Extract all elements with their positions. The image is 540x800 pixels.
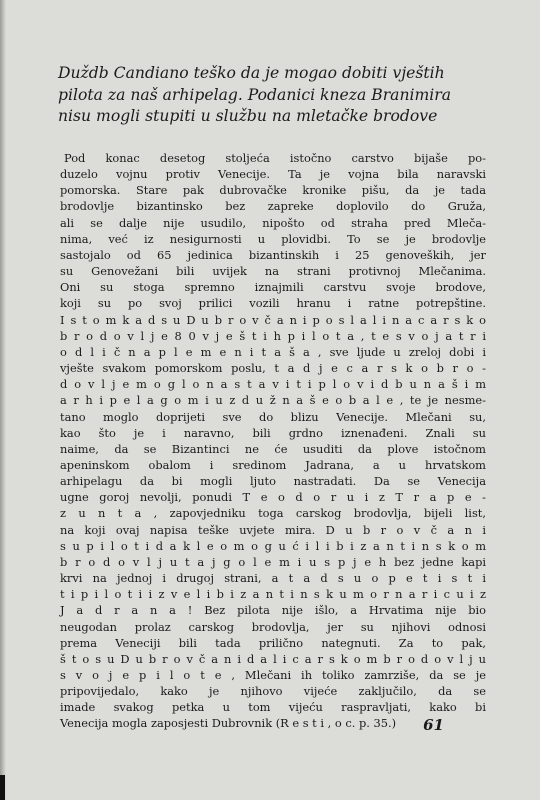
text-line: kao što je i naravno, bili grdno iznenađeni. Znali su [60, 425, 486, 440]
text-line: ugne goroj nevolji, ponudi T e o d o r u i z T r a p e - [60, 490, 486, 505]
text-line: J a d r a n a ! Bez pilota nije išlo, a Hrvatima nije bio [60, 603, 486, 618]
text-line: b r o d o v l j u t a j g o l e m i u s p j e h bez jedne kapi [60, 554, 486, 569]
heading-line: nisu mogli stupiti u službu na mletačke brodove [58, 107, 438, 125]
section-heading [58, 63, 486, 128]
text-line: naime, da se Bizantinci ne će usuditi da plove istočnom [60, 441, 486, 456]
text-line: prema Veneciji bili tada prilično nategnuti. Za to pak, [60, 635, 486, 650]
text-line: duzelo vojnu protiv Venecije. Ta je vojna bila naravski [60, 167, 486, 182]
text-line: b r o d o v l j e 8 0 v j e š t i h p i l o t a , t e s v o j a t r i [60, 328, 486, 343]
text-line: z u n t a , zapovjedniku toga carskog brodovlja, bijeli list, [60, 506, 486, 521]
text-line: krvi na jednoj i drugoj strani, a t a d s u o p e t i s t i [60, 571, 486, 586]
heading-line: Duždb Candiano teško da je mogao dobiti vještih [58, 64, 445, 82]
text-line: imade svakog petka u tom vijeću raspravljati, kako bi [60, 700, 486, 715]
text-line: ali se dalje nije usudilo, nipošto od straha pred Mleča- [60, 215, 486, 230]
text-line: su Genovežani bili uvijek na strani protivnoj Mlečanima. [60, 264, 486, 279]
page-gutter-shadow [0, 0, 6, 800]
text-line: vješte svakom pomorskom poslu, t a d j e c a r s k o b r o - [60, 361, 486, 376]
text-line: arhipelagu da bi mogli ljuto nastradati. Da se Venecija [60, 474, 486, 489]
text-line: pomorska. Stare pak dubrovačke kronike pišu, da je tada [60, 183, 486, 198]
text-line: t i p i l o t i i z v e l i b i z a n t i n s k u m o r n a r i c u i z [60, 587, 486, 602]
text-line: Pod konac desetog stoljeća istočno carstvo bijaše po- [64, 151, 486, 165]
text-line: nima, već iz nesigurnosti u plovidbi. To se je brodovlje [60, 231, 486, 246]
text-line: neugodan prolaz carskog brodovlja, jer su njihovi odnosi [60, 619, 486, 634]
text-line: apeninskom obalom i sredinom Jadrana, a u hrvatskom [60, 457, 486, 472]
text-line: s v o j e p i l o t e , Mlečani ih toliko zamrziše, da se je [60, 668, 486, 682]
text-line: tano moglo doprijeti sve do blizu Venecije. Mlečani su, [60, 409, 486, 424]
text-line: pripovijedalo, kako je njihovo vijeće zaključilo, da se [60, 684, 486, 699]
text-line: sastojalo od 65 jedinica bizantinskih i 25 genoveških, jer [60, 247, 486, 262]
text-line: š t o s u D u b r o v č a n i d a l i c a r s k o m b r o d o v l j u [60, 651, 486, 666]
scan-edge-mark [0, 775, 5, 800]
text-line: Oni su stoga spremno iznajmili carstvu svoje brodove, [60, 280, 486, 295]
page-number: 61 [423, 716, 444, 734]
text-line: a r h i p e l a g o m i u z d u ž n a š e o b a l e , te je nesme- [60, 393, 486, 408]
text-line: brodovlje bizantinsko bez zapreke doplovilo do Gruža, [60, 199, 486, 214]
text-line: d o v l j e m o g l o n a s t a v i t i p l o v i d b u n a š i m [60, 377, 486, 392]
text-line: na koji ovaj napisa teške uvjete mira. D u b r o v č a n i [60, 522, 486, 537]
text-line: s u p i l o t i d a k l e o m o g u ć i l i b i z a n t i n s k o m [60, 538, 486, 553]
text-line: I s t o m k a d s u D u b r o v č a n i p o s l a l i n a c a r s k o [60, 312, 486, 327]
text-line: o d l i č n a p l e m e n i t a š a , sve ljude u zreloj dobi i [60, 344, 486, 359]
text-line: Venecija mogla zaposjesti Dubrovnik (R e s t i , o c. p. 35.) [60, 716, 397, 731]
heading-line: pilota za naš arhipelag. Podanici kneza Branimira [58, 85, 451, 104]
text-line: koji su po svoj prilici vozili hranu i ratne potrepštine. [60, 296, 486, 311]
body-paragraph [60, 150, 486, 732]
